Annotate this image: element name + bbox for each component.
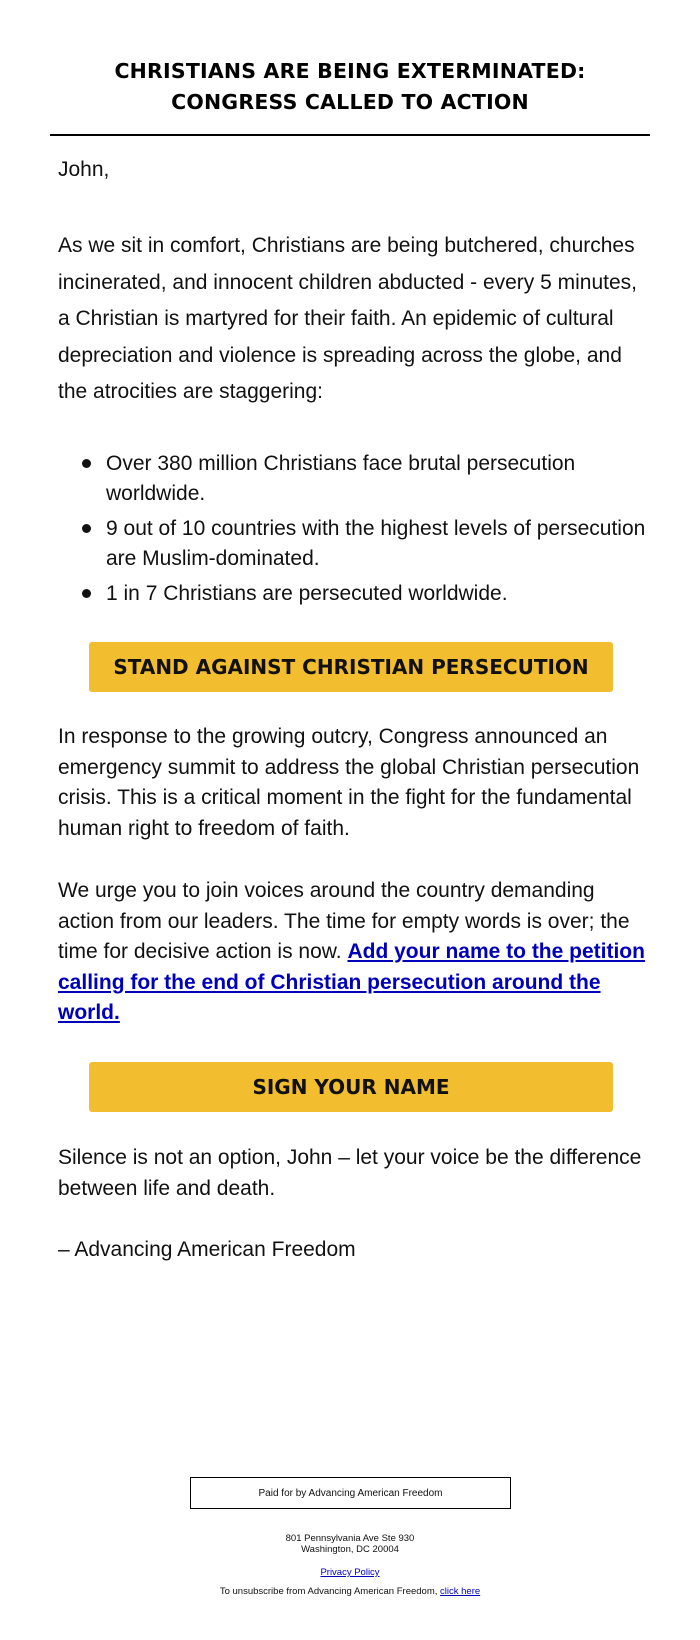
petition-paragraph bbox=[58, 876, 648, 1029]
list-item-text: 9 out of 10 countries with the highest levels of persecution are Muslim-dominated. bbox=[106, 517, 646, 570]
address-line-2: Washington, DC 20004 bbox=[301, 1544, 399, 1555]
email-headline bbox=[50, 56, 650, 118]
list-item bbox=[58, 579, 648, 609]
list-item-text: Over 380 million Christians face brutal persecution worldwide. bbox=[106, 452, 576, 505]
privacy-section bbox=[0, 1567, 700, 1579]
address-line-1: 801 Pennsylvania Ave Ste 930 bbox=[285, 1533, 415, 1544]
congress-summit-paragraph: In response to the growing outcry, Congress announced an emergency summit to address the global Christian persecution crisis. This is a critical moment in the fight for the fundamental human right to freedom of faith. bbox=[58, 725, 640, 840]
bullet-icon bbox=[82, 524, 91, 533]
list-item bbox=[58, 449, 648, 509]
intro-paragraph: As we sit in comfort, Christians are being butchered, churches incinerated, and innocent children abducted - every 5 minutes, a Christian is martyred for their faith. An epidemic of cultural depreciation and violence is spreading across the globe, and the atrocities are staggering: bbox=[58, 234, 638, 403]
paid-for-disclaimer: Paid for by Advancing American Freedom bbox=[190, 1477, 511, 1509]
bullet-icon bbox=[82, 589, 91, 598]
stand-against-persecution-button[interactable]: STAND AGAINST CHRISTIAN PERSECUTION bbox=[89, 642, 613, 692]
statistics-list bbox=[58, 449, 648, 614]
list-item-text: 1 in 7 Christians are persecuted worldwide. bbox=[106, 582, 508, 605]
petition-paragraph-text: We urge you to join voices around the country demanding action from our leaders. The time for empty words is over; the time for decisive action is now. bbox=[58, 879, 630, 963]
closing-paragraph: Silence is not an option, John – let your voice be the difference between life and death. bbox=[58, 1146, 642, 1200]
unsubscribe-link[interactable]: click here bbox=[440, 1586, 481, 1597]
list-item bbox=[58, 514, 648, 574]
headline-divider bbox=[50, 134, 650, 136]
greeting: John, bbox=[58, 158, 110, 181]
unsubscribe-line bbox=[0, 1586, 700, 1598]
privacy-policy-link[interactable]: Privacy Policy bbox=[320, 1567, 380, 1578]
mailing-address bbox=[0, 1533, 700, 1555]
headline-line-1: CHRISTIANS ARE BEING EXTERMINATED: bbox=[114, 59, 586, 83]
signature: – Advancing American Freedom bbox=[58, 1238, 356, 1261]
bullet-icon bbox=[82, 459, 91, 468]
unsubscribe-text: To unsubscribe from Advancing American Freedom, bbox=[219, 1586, 441, 1597]
sign-your-name-button[interactable]: SIGN YOUR NAME bbox=[89, 1062, 613, 1112]
headline-line-2: CONGRESS CALLED TO ACTION bbox=[171, 90, 529, 114]
petition-link[interactable]: Add your name to the petition calling for the end of Christian persecution around the world. bbox=[58, 940, 645, 1024]
